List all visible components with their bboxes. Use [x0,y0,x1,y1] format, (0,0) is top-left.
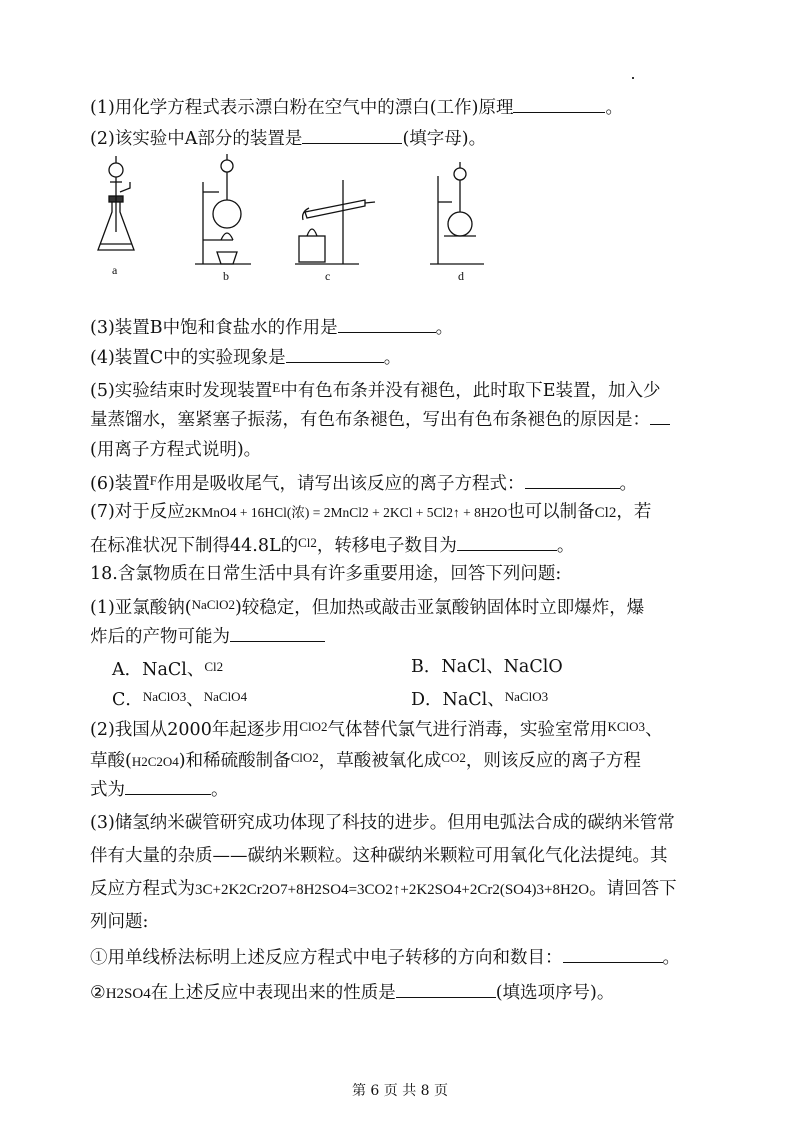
q18-part2-line2: 草酸(H2C2O4)和稀硫酸制备$^{ClO2}$，草酸被氧化成$^{CO2}$，则该反应的离子方程 [90,750,641,771]
q17-part1: (1)用化学方程式表示漂白粉在空气中的漂白(工作)原理 。 [90,98,623,118]
q17-part5-line1: (5)实验结束时发现装置$^E$中有色布条并没有褪色，此时取下E装置，加入少 [90,380,661,401]
answer-blank[interactable] [513,96,605,113]
answer-blank[interactable] [396,981,496,998]
svg-text:d: d [458,269,464,283]
answer-blank[interactable] [563,946,663,963]
answer-blank[interactable] [650,408,670,425]
option-b[interactable]: B．NaCl、NaClO [411,657,563,677]
q17-part4: (4)装置C中的实验现象是 。 [90,348,402,368]
page-footer: 第 6 页 共 8 页 [351,1083,449,1099]
option-c[interactable]: C．$^{NaClO3}$、$^{NaClO4}$ [112,689,248,710]
answer-blank[interactable] [457,534,557,551]
svg-text:b: b [223,269,229,283]
speck [632,77,634,79]
q18-sub2: ②H2SO4在上述反应中表现出来的性质是 (填选项序号)。 [90,983,615,1003]
q18-part3-line3: 反应方程式为3C+2K2Cr2O7+8H2SO4=3CO2↑+2K2SO4+2Cr2(SO4)3+8H2O。请回答下 [90,879,677,899]
answer-blank[interactable] [525,472,620,489]
answer-blank[interactable] [230,625,325,642]
apparatus-d [430,162,484,283]
q17-part2: (2)该实验中A部分的装置是 (填字母)。 [90,129,487,149]
answer-blank[interactable] [338,316,436,333]
answer-blank[interactable] [302,127,402,144]
svg-text:c: c [325,269,331,283]
reaction-equation: 3C+2K2Cr2O7+8H2SO4=3CO2↑+2K2SO4+2Cr2(SO4)3+8H2O [195,882,590,898]
q18-part3-line4: 列问题: [90,912,149,932]
q17-part3: (3)装置B中饱和食盐水的作用是 。 [90,318,454,338]
q18-sub1: ①用单线桥法标明上述反应方程式中电子转移的方向和数目： 。 [90,948,680,968]
apparatus-c [295,180,375,283]
q18-part2-line3: 式为 。 [90,780,229,800]
apparatus-figure [90,152,490,287]
q17-part7-line1: (7)对于反应2KMnO4 + 16HCl(浓) = 2MnCl2 + 2KCl + 5Cl2↑ + 8H2O也可以制备Cl2，若 [90,502,652,522]
q17-part7-line2: 在标准状况下制得44.8L的$^{Cl2}$，转移电子数目为 。 [90,535,575,556]
svg-text:a: a [112,263,118,277]
q18-part3-line1: (3)储氢纳米碳管研究成功体现了科技的进步。但用电弧法合成的碳纳米管常 [90,813,675,833]
q18-part1-line1: (1)亚氯酸钠($^{NaClO2}$)较稳定，但加热或敲击亚氯酸钠固体时立即爆炸，爆 [90,597,645,618]
answer-blank[interactable] [125,778,211,795]
option-d[interactable]: D．NaCl、$^{NaClO3}$ [411,689,549,710]
q18-stem: 18.含氯物质在日常生活中具有许多重要用途，回答下列问题: [90,564,562,584]
q18-part1-line2: 炸后的产物可能为 [90,625,325,648]
option-a[interactable]: A．NaCl、$^{Cl2}$ [112,659,224,680]
q17-part5-line2: 量蒸馏水，塞紧塞子振荡，有色布条褪色，写出有色布条褪色的原因是： [90,408,670,431]
q18-part3-line2: 伴有大量的杂质——碳纳米颗粒。这种碳纳米颗粒可用氧化气化法提纯。其 [90,846,668,866]
q18-part2-line1: (2)我国从2000年起逐步用$^{ClO2}$气体替代氯气进行消毒，实验室常用$^{KClO3}$、 [90,719,663,740]
reaction-equation: 2KMnO4 + 16HCl(浓) = 2MnCl2 + 2KCl + 5Cl2↑ + 8H2O [184,505,508,520]
apparatus-b [195,154,251,283]
q17-part6: (6)装置$^F$作用是吸收尾气，请写出该反应的离子方程式： 。 [90,473,638,494]
q17-part5-line3: (用离子方程式说明)。 [90,440,262,460]
answer-blank[interactable] [286,346,384,363]
apparatus-a [98,156,134,277]
